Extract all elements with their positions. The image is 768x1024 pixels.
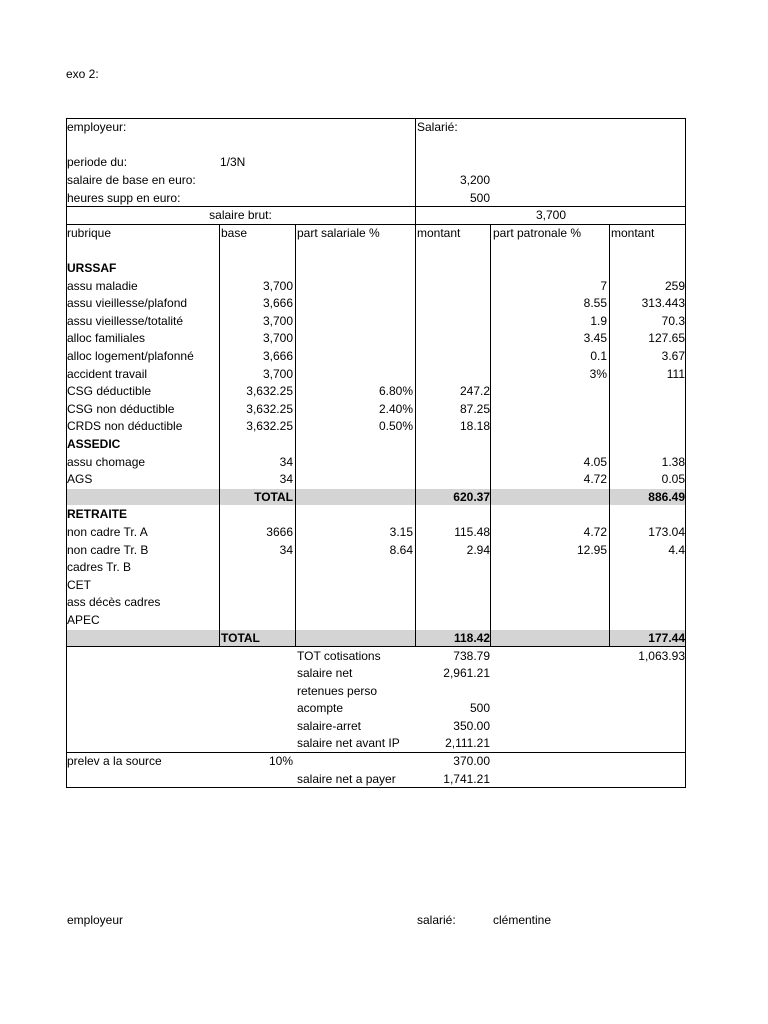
row-label: ass décès cadres <box>67 595 161 609</box>
col-header-montant-patronal: montant <box>611 226 655 240</box>
row-cell-pat-amt: 3.67 <box>661 349 685 363</box>
row-cell-emp-pct: 2.40% <box>378 402 413 416</box>
acompte-value: 500 <box>469 701 490 715</box>
row-cell-base: 3,700 <box>262 314 293 328</box>
period-label: periode du: <box>67 155 128 169</box>
row-cell-emp-pct: 3.15 <box>389 525 413 539</box>
row-cell-base: 34 <box>279 472 293 486</box>
row-label: assu chomage <box>67 455 146 469</box>
tot-cotisations-salarial: 738.79 <box>453 649 490 663</box>
row-cell-pat-pct: 7 <box>600 279 607 293</box>
row-cell-emp-amt: 87.25 <box>459 402 490 416</box>
row-label: assu vieillesse/plafond <box>67 296 188 310</box>
salaire-arret-value: 350.00 <box>453 719 490 733</box>
row-cell-base: 34 <box>279 543 293 557</box>
net-pay-value: 1,741.21 <box>443 772 490 786</box>
tot-cotisations-patronal: 1,063.93 <box>638 649 685 663</box>
footer-employee-name: clémentine <box>493 913 552 927</box>
table-left-border <box>66 118 67 788</box>
row-cell-pat-amt: 313.443 <box>641 296 685 310</box>
doc-title: exo 2: <box>66 67 99 81</box>
summary-top-border <box>66 646 686 647</box>
row-cell-pat-pct: 3.45 <box>583 331 607 345</box>
col-header-montant-salarial: montant <box>417 226 461 240</box>
row-label: cadres Tr. B <box>67 560 132 574</box>
row-cell-pat-amt: 111 <box>666 367 685 381</box>
row-cell-pat-pct: 0.1 <box>590 349 607 363</box>
row-cell-base: 3,632.25 <box>246 384 293 398</box>
row-cell-pat-amt: 0.05 <box>661 472 685 486</box>
withholding-top-border <box>66 752 686 753</box>
row-label: assu vieillesse/totalité <box>67 314 184 328</box>
gross-value: 3,700 <box>535 208 567 222</box>
row-label: accident travail <box>67 367 148 381</box>
row-cell-pat-amt: 127.65 <box>648 331 685 345</box>
net-pay-label: salaire net a payer <box>297 772 396 786</box>
col-divider-montant <box>490 224 491 646</box>
row-cell-base: 3,632.25 <box>246 402 293 416</box>
footer-employee-label: salarié: <box>417 913 456 927</box>
overtime-value: 500 <box>469 191 490 205</box>
total-row-pat-amt: 177.44 <box>648 631 685 645</box>
base-salary-value: 3,200 <box>459 173 490 187</box>
row-cell-pat-pct: 1.9 <box>590 314 607 328</box>
row-label: CRDS non déductible <box>67 419 183 433</box>
table-bottom-border <box>66 787 686 788</box>
row-cell-emp-amt: 2.94 <box>466 543 490 557</box>
gross-label: salaire brut: <box>209 208 272 222</box>
row-cell-base: 3,666 <box>262 349 293 363</box>
row-label: APEC <box>67 613 100 627</box>
row-cell-emp-pct: 0.50% <box>378 419 413 433</box>
retenues-label: retenues perso <box>297 684 378 698</box>
total-row-emp-amt: 118.42 <box>453 631 490 645</box>
withholding-amount: 370.00 <box>453 754 490 768</box>
row-cell-base: 3,700 <box>262 367 293 381</box>
section-urssaf: URSSAF <box>67 261 117 275</box>
footer-employer-label: employeur <box>67 913 124 927</box>
row-label: CET <box>67 578 91 592</box>
period-value: 1/3N <box>220 155 246 169</box>
row-cell-emp-amt: 18.18 <box>459 419 490 433</box>
net-before-ip-label: salaire net avant IP <box>297 736 400 750</box>
net-before-ip-value: 2,111.21 <box>445 736 490 750</box>
col-divider-part-salariale <box>295 224 296 646</box>
col-header-part-patronale: part patronale % <box>493 226 582 240</box>
table-right-border <box>685 118 686 788</box>
salaire-arret-label: salaire-arret <box>297 719 362 733</box>
col-header-rubrique: rubrique <box>67 226 112 240</box>
row-cell-emp-pct: 8.64 <box>389 543 413 557</box>
row-label: CSG déductible <box>67 384 152 398</box>
row-cell-base: 3,700 <box>262 331 293 345</box>
row-cell-base: 3666 <box>266 525 293 539</box>
total-row-emp-amt: 620.37 <box>453 490 490 504</box>
employee-label: Salarié: <box>417 120 458 134</box>
col-divider-base <box>219 224 220 646</box>
row-label: alloc familiales <box>67 331 146 345</box>
row-label: CSG non déductible <box>67 402 175 416</box>
row-cell-emp-amt: 247.2 <box>459 384 490 398</box>
total-row-pat-amt: 886.49 <box>648 490 685 504</box>
total-row-label: TOTAL <box>221 631 260 645</box>
row-cell-base: 3,700 <box>262 279 293 293</box>
employee-divider <box>415 118 416 646</box>
withholding-label: prelev a la source <box>67 754 162 768</box>
table-top-border <box>66 118 686 119</box>
row-cell-pat-amt: 173.04 <box>648 525 685 539</box>
row-cell-pat-pct: 4.72 <box>583 525 607 539</box>
row-label: alloc logement/plafonné <box>67 349 194 363</box>
employer-label: employeur: <box>67 120 127 134</box>
col-header-base: base <box>221 226 248 240</box>
net-salary-value: 2,961.21 <box>443 666 490 680</box>
row-label: non cadre Tr. A <box>67 525 148 539</box>
row-cell-base: 3,632.25 <box>246 419 293 433</box>
row-cell-pat-pct: 8.55 <box>583 296 607 310</box>
header-top-border <box>66 224 686 225</box>
row-cell-emp-amt: 115.48 <box>454 525 490 539</box>
total-row-shade <box>67 630 685 646</box>
gross-top-border <box>66 206 686 207</box>
row-cell-base: 3,666 <box>262 296 293 310</box>
base-salary-label: salaire de base en euro: <box>67 173 196 187</box>
row-cell-pat-pct: 4.72 <box>583 472 607 486</box>
overtime-label: heures supp en euro: <box>67 191 181 205</box>
row-cell-base: 34 <box>279 455 293 469</box>
total-row-shade <box>67 489 685 505</box>
row-label: assu maladie <box>67 279 138 293</box>
acompte-label: acompte <box>297 701 344 715</box>
col-divider-part-patronale <box>609 224 610 646</box>
tot-cotisations-label: TOT cotisations <box>297 649 381 663</box>
withholding-rate: 10% <box>268 754 293 768</box>
row-cell-pat-pct: 3% <box>589 367 607 381</box>
section-retraite: RETRAITE <box>67 507 127 521</box>
row-label: non cadre Tr. B <box>67 543 149 557</box>
row-cell-pat-amt: 70.3 <box>661 314 685 328</box>
row-cell-pat-amt: 4.4 <box>668 543 685 557</box>
row-label: AGS <box>67 472 93 486</box>
section-assedic: ASSEDIC <box>67 437 121 451</box>
row-cell-emp-pct: 6.80% <box>378 384 413 398</box>
col-header-part-salariale: part salariale % <box>297 226 380 240</box>
row-cell-pat-pct: 12.95 <box>576 543 607 557</box>
row-cell-pat-pct: 4.05 <box>583 455 607 469</box>
total-row-label: TOTAL <box>254 490 293 504</box>
net-salary-label: salaire net <box>297 666 353 680</box>
row-cell-pat-amt: 259 <box>664 279 685 293</box>
row-cell-pat-amt: 1.38 <box>661 455 685 469</box>
